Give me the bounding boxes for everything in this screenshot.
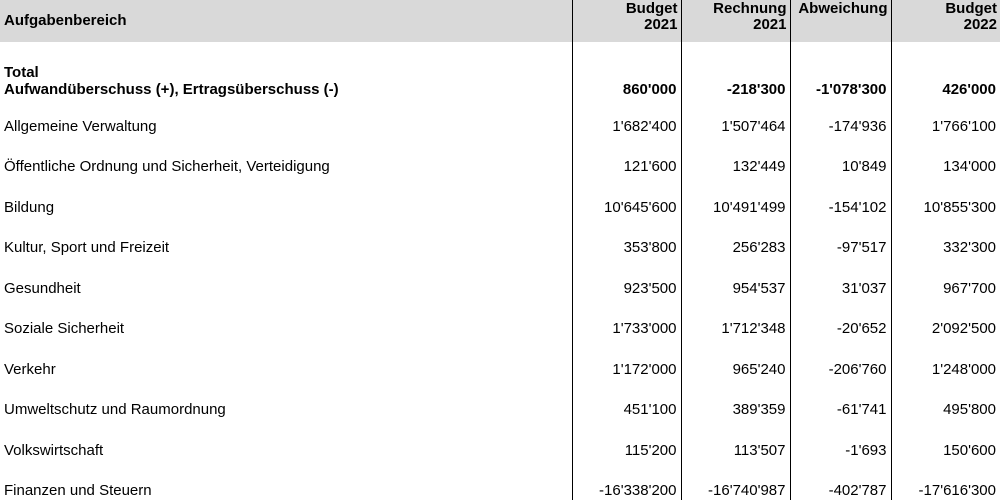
table-row [0, 228, 1000, 269]
row-label: Verkehr [4, 360, 56, 378]
cell-budget-2022: 967'700 [891, 268, 1000, 309]
total-abweichung: -1'078'300 [790, 42, 891, 106]
cell-budget-2021: 1'682'400 [572, 106, 681, 147]
cell-rechnung-2021: 10'491'499 [681, 187, 790, 228]
header-abweichung [790, 0, 891, 42]
total-row [0, 42, 1000, 106]
cell-rechnung-2021: -16'740'987 [681, 471, 790, 500]
total-budget-2022: 426'000 [891, 42, 1000, 106]
total-label-line1: Total [4, 64, 39, 81]
table-row [0, 390, 1000, 431]
row-label: Volkswirtschaft [4, 441, 104, 459]
row-label: Kultur, Sport und Freizeit [4, 239, 170, 257]
cell-rechnung-2021: 132'449 [681, 147, 790, 188]
cell-rechnung-2021: 113'507 [681, 430, 790, 471]
row-label: Allgemeine Verwaltung [4, 117, 157, 135]
cell-rechnung-2021: 389'359 [681, 390, 790, 431]
cell-budget-2022: 495'800 [891, 390, 1000, 431]
table-header [0, 0, 1000, 42]
header-rechnung-2021-line2: 2021 [753, 16, 787, 33]
cell-budget-2021: 115'200 [572, 430, 681, 471]
cell-budget-2021: 353'800 [572, 228, 681, 269]
cell-budget-2022: 10'855'300 [891, 187, 1000, 228]
row-label: Soziale Sicherheit [4, 320, 125, 338]
cell-abweichung: -174'936 [790, 106, 891, 147]
cell-abweichung: -154'102 [790, 187, 891, 228]
header-budget-2022-line2: 2022 [963, 16, 997, 33]
row-label: Bildung [4, 198, 55, 216]
cell-rechnung-2021: 256'283 [681, 228, 790, 269]
row-label: Gesundheit [4, 279, 81, 297]
cell-budget-2021: 10'645'600 [572, 187, 681, 228]
cell-abweichung: 31'037 [790, 268, 891, 309]
header-row [0, 0, 1000, 42]
cell-budget-2021: -16'338'200 [572, 471, 681, 500]
table-row [0, 106, 1000, 147]
header-abweichung-line1: Abweichung [798, 0, 888, 17]
header-aufgabenbereich: Aufgabenbereich [4, 12, 127, 29]
cell-budget-2022: 1'766'100 [891, 106, 1000, 147]
cell-abweichung: -1'693 [790, 430, 891, 471]
total-budget-2021: 860'000 [572, 42, 681, 106]
total-label [0, 42, 572, 106]
cell-abweichung: -97'517 [790, 228, 891, 269]
header-rechnung-2021-line1: Rechnung [713, 0, 787, 17]
cell-budget-2021: 1'172'000 [572, 349, 681, 390]
row-label: Öffentliche Ordnung und Sicherheit, Verteidigung [4, 158, 330, 176]
header-rechnung-2021 [681, 0, 790, 42]
cell-rechnung-2021: 954'537 [681, 268, 790, 309]
total-rechnung-2021: -218'300 [681, 42, 790, 106]
table-row [0, 268, 1000, 309]
header-budget-2021 [572, 0, 681, 42]
cell-abweichung: -20'652 [790, 309, 891, 350]
cell-budget-2022: 150'600 [891, 430, 1000, 471]
total-label-line2: Aufwandüberschuss (+), Ertragsüberschuss (-) [4, 81, 339, 98]
table-row [0, 430, 1000, 471]
table-row [0, 309, 1000, 350]
cell-abweichung: -402'787 [790, 471, 891, 500]
header-budget-2022 [891, 0, 1000, 42]
table-row [0, 187, 1000, 228]
cell-budget-2022: 134'000 [891, 147, 1000, 188]
cell-budget-2021: 923'500 [572, 268, 681, 309]
table-row [0, 471, 1000, 500]
table-body [0, 42, 1000, 500]
row-label: Finanzen und Steuern [4, 482, 152, 500]
cell-budget-2022: 1'248'000 [891, 349, 1000, 390]
header-budget-2021-line1: Budget [625, 0, 678, 17]
header-budget-2021-line2: 2021 [644, 16, 678, 33]
cell-budget-2021: 121'600 [572, 147, 681, 188]
table-row [0, 349, 1000, 390]
cell-budget-2021: 451'100 [572, 390, 681, 431]
cell-rechnung-2021: 1'507'464 [681, 106, 790, 147]
cell-abweichung: -206'760 [790, 349, 891, 390]
cell-budget-2022: 2'092'500 [891, 309, 1000, 350]
cell-budget-2022: -17'616'300 [891, 471, 1000, 500]
header-budget-2022-line1: Budget [945, 0, 997, 17]
cell-abweichung: -61'741 [790, 390, 891, 431]
cell-rechnung-2021: 965'240 [681, 349, 790, 390]
cell-budget-2021: 1'733'000 [572, 309, 681, 350]
cell-abweichung: 10'849 [790, 147, 891, 188]
cell-budget-2022: 332'300 [891, 228, 1000, 269]
row-label: Umweltschutz und Raumordnung [4, 401, 226, 419]
table-row [0, 147, 1000, 188]
cell-rechnung-2021: 1'712'348 [681, 309, 790, 350]
